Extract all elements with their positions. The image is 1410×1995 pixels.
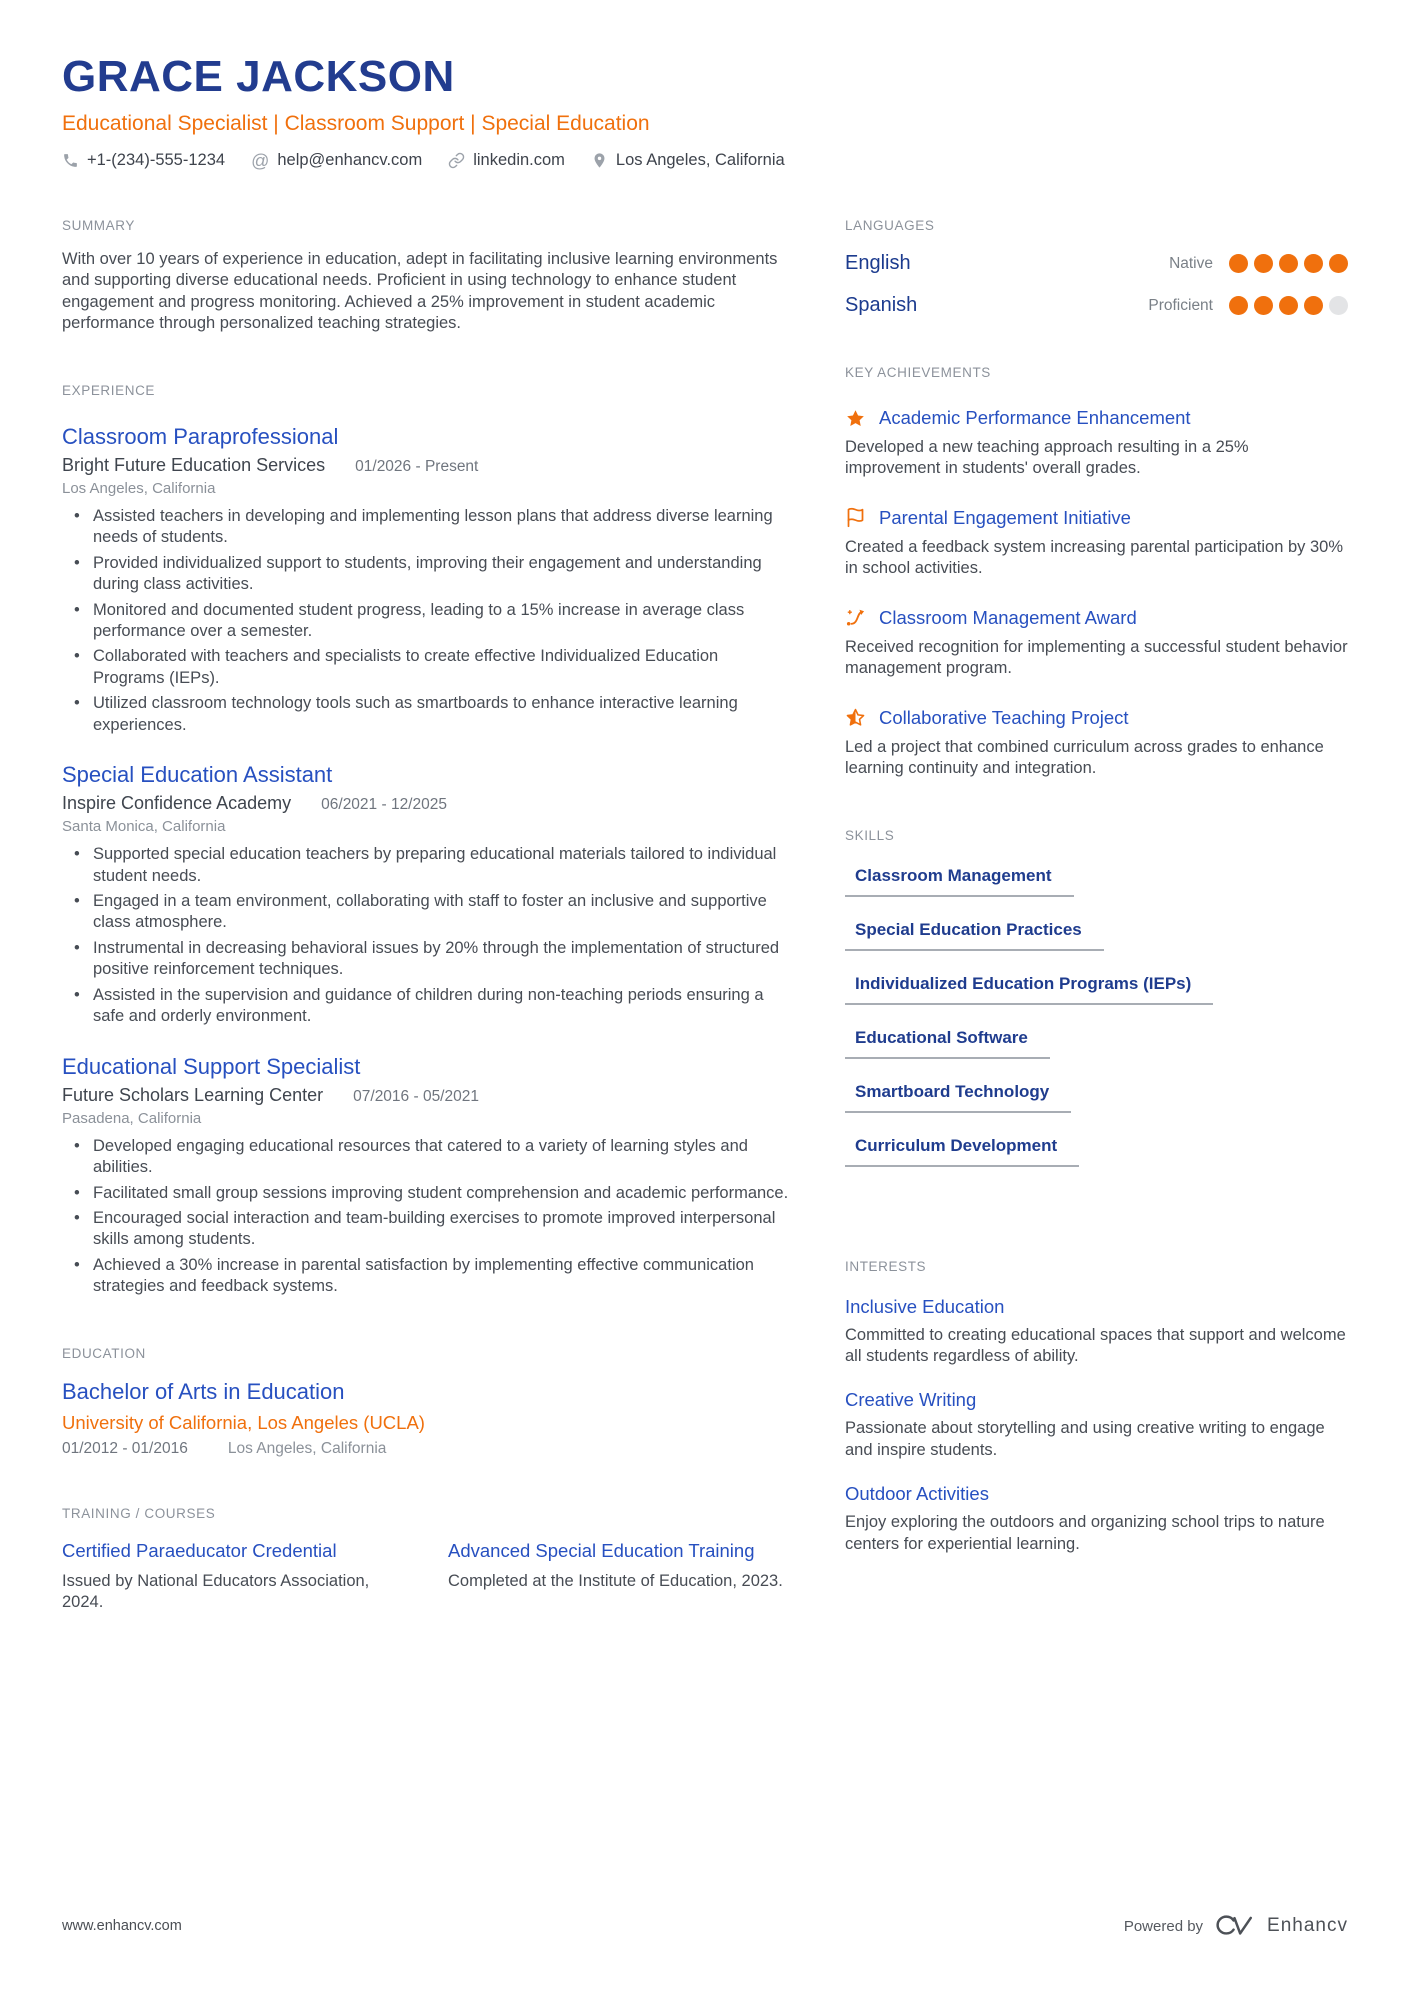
contact-linkedin-text: linkedin.com [473, 151, 565, 169]
job-company: Bright Future Education Services [62, 454, 326, 475]
education-meta [62, 1440, 790, 1458]
achievement-text: Led a project that combined curriculum across grades to enhance learning continuity and integration. [845, 737, 1324, 778]
link-icon [448, 152, 465, 169]
flag-icon [845, 507, 866, 528]
interest-text: Passionate about storytelling and using creative writing to engage and inspire students. [845, 1419, 1325, 1459]
proficiency-dot-empty [1329, 296, 1348, 315]
languages-label: LANGUAGES [845, 218, 935, 233]
interest-entry [845, 1483, 1348, 1555]
proficiency-dot-filled [1229, 254, 1248, 273]
job-bullet: • Developed engaging educational resources that catered to a variety of learning styles and abilities. [62, 1136, 790, 1179]
route-arrow-icon [845, 607, 866, 628]
job-bullets [62, 844, 790, 1028]
interest-entry [845, 1389, 1348, 1461]
job-company: Inspire Confidence Academy [62, 793, 292, 814]
job-entry [62, 762, 790, 1028]
person-job-title: Educational Specialist | Classroom Support | Special Education [62, 112, 650, 135]
enhancv-logo-icon [1214, 1913, 1256, 1939]
experience-section [62, 383, 790, 1298]
languages-section [845, 218, 1348, 317]
resume-body [62, 218, 1348, 1614]
job-meta [62, 793, 790, 814]
job-title: Special Education Assistant [62, 762, 333, 788]
proficiency-dot-filled [1279, 254, 1298, 273]
skill-item: Individualized Education Programs (IEPs) [845, 974, 1348, 1005]
job-location: Santa Monica, California [62, 818, 226, 836]
job-company: Future Scholars Learning Center [62, 1084, 324, 1105]
proficiency-dot-filled [1304, 296, 1323, 315]
achievement-text: Developed a new teaching approach resulting in a 25% improvement in students' overall grades. [845, 438, 1249, 478]
contact-location-text: Los Angeles, California [615, 151, 785, 169]
education-location: Los Angeles, California [227, 1439, 387, 1457]
degree-title: Bachelor of Arts in Education [62, 1378, 345, 1404]
job-entry [62, 1054, 790, 1298]
achievement-entry [845, 707, 1348, 780]
achievements-label: KEY ACHIEVEMENTS [845, 365, 991, 380]
skill-item: Classroom Management [845, 866, 1348, 897]
training-grid [62, 1539, 790, 1614]
education-section [62, 1346, 790, 1458]
education-label: EDUCATION [62, 1345, 146, 1361]
job-dates: 01/2026 - Present [355, 457, 479, 475]
achievements-section [845, 365, 1348, 780]
course-title: Certified Paraeducator Credential [62, 1539, 337, 1561]
course-text: Completed at the Institute of Education, 2023. [448, 1571, 783, 1590]
skills-section [845, 828, 1348, 1167]
language-level: Proficient [1148, 296, 1213, 314]
job-bullet: • Facilitated small group sessions improving student comprehension and academic performance. [62, 1183, 790, 1204]
email-icon: @ [251, 150, 270, 171]
summary-label: SUMMARY [62, 218, 135, 233]
contact-phone[interactable] [62, 151, 225, 170]
resume-header [62, 52, 1348, 170]
job-bullet: • Achieved a 30% increase in parental satisfaction by implementing effective communication strategies and feedback systems. [62, 1255, 790, 1298]
school-name: University of California, Los Angeles (UCLA) [62, 1411, 425, 1433]
skill-item: Smartboard Technology [845, 1082, 1348, 1113]
proficiency-dot-filled [1254, 254, 1273, 273]
interest-text: Committed to creating educational spaces that support and welcome all students regardless of ability. [845, 1325, 1346, 1365]
skills-label: SKILLS [845, 827, 895, 843]
skill-item: Special Education Practices [845, 920, 1348, 951]
job-bullets [62, 506, 790, 736]
job-bullet: • Engaged in a team environment, collaborating with staff to foster an inclusive and supportive class atmosphere. [62, 891, 790, 934]
left-column [62, 218, 790, 1614]
course-entry [448, 1539, 790, 1614]
contact-email-text: help@enhancv.com [277, 151, 423, 169]
course-title: Advanced Special Education Training [448, 1539, 755, 1561]
right-column [845, 218, 1348, 1614]
summary-section [62, 218, 790, 335]
job-meta [62, 455, 790, 476]
job-bullet: • Provided individualized support to students, improving their engagement and understanding during class activities. [62, 553, 790, 596]
language-name: Spanish [845, 294, 918, 316]
interest-title: Inclusive Education [845, 1295, 1005, 1317]
star-icon [845, 408, 866, 429]
job-bullet: • Instrumental in decreasing behavioral issues by 20% through the implementation of structured positive reinforcement techniques. [62, 938, 790, 981]
job-bullet: • Collaborated with teachers and specialists to create effective Individualized Education Programs (IEPs). [62, 646, 790, 689]
achievement-title: Collaborative Teaching Project [879, 706, 1129, 728]
page-footer [62, 1913, 1348, 1939]
achievement-entry [845, 607, 1348, 680]
phone-icon [62, 152, 79, 169]
job-entry [62, 424, 790, 736]
job-meta [62, 1085, 790, 1106]
job-bullet: • Assisted in the supervision and guidance of children during non-teaching periods ensuring a safe and orderly environment. [62, 985, 790, 1028]
experience-label: EXPERIENCE [62, 382, 156, 398]
proficiency-dot-filled [1304, 254, 1323, 273]
interest-title: Outdoor Activities [845, 1483, 989, 1505]
language-proficiency-dots [1229, 254, 1348, 273]
proficiency-dot-filled [1329, 254, 1348, 273]
job-location: Pasadena, California [62, 1109, 202, 1127]
proficiency-dot-filled [1229, 296, 1248, 315]
job-bullet: • Supported special education teachers by preparing educational materials tailored to individual student needs. [62, 844, 790, 887]
contact-location [591, 151, 785, 170]
achievement-title: Classroom Management Award [879, 606, 1137, 628]
contact-row [62, 151, 1348, 170]
job-dates: 07/2016 - 05/2021 [353, 1087, 479, 1105]
job-bullet: • Encouraged social interaction and team-building exercises to promote improved interpersonal skills among students. [62, 1208, 790, 1251]
job-bullet: • Utilized classroom technology tools such as smartboards to enhance interactive learning experiences. [62, 693, 790, 736]
course-text: Issued by National Educators Association, 2024. [62, 1571, 370, 1612]
powered-by-text: Powered by [1123, 1917, 1204, 1935]
job-dates: 06/2021 - 12/2025 [321, 796, 447, 814]
footer-site-link[interactable]: www.enhancv.com [62, 1918, 182, 1934]
language-level: Native [1169, 254, 1213, 272]
skill-item: Educational Software [845, 1028, 1348, 1059]
contact-linkedin[interactable] [448, 151, 565, 170]
job-bullet: • Assisted teachers in developing and implementing lesson plans that address diverse learning needs of students. [62, 506, 790, 549]
language-proficiency-dots [1229, 296, 1348, 315]
language-row [845, 294, 1348, 317]
contact-phone-text: +1-(234)-555-1234 [87, 151, 226, 169]
interest-entry [845, 1296, 1348, 1368]
interest-text: Enjoy exploring the outdoors and organizing school trips to nature centers for experiential learning. [845, 1513, 1325, 1553]
language-name: English [845, 252, 911, 274]
footer-brand [1124, 1913, 1348, 1939]
proficiency-dot-filled [1279, 296, 1298, 315]
interests-section [845, 1259, 1348, 1556]
location-icon [591, 152, 608, 169]
achievement-text: Created a feedback system increasing parental participation by 30% in school activities. [845, 537, 1344, 578]
half-star-icon [845, 707, 866, 728]
training-section [62, 1506, 790, 1614]
job-title: Educational Support Specialist [62, 1053, 361, 1079]
course-entry [62, 1539, 404, 1614]
job-location: Los Angeles, California [62, 479, 216, 497]
language-row [845, 252, 1348, 275]
achievement-title: Academic Performance Enhancement [879, 407, 1191, 428]
job-title: Classroom Paraprofessional [62, 423, 339, 449]
proficiency-dot-filled [1254, 296, 1273, 315]
education-dates: 01/2012 - 01/2016 [62, 1439, 188, 1457]
summary-text: With over 10 years of experience in education, adept in facilitating inclusive learning environments and supporting diverse educational needs. Proficient in using technology to enhance student engagement and progress monitoring. Achieved a 25% improvement in student academic performance through personalized teaching strategies. [62, 250, 778, 333]
training-label: TRAINING / COURSES [62, 1505, 216, 1521]
interest-title: Creative Writing [845, 1389, 977, 1411]
achievement-entry [845, 407, 1348, 480]
achievement-entry [845, 507, 1348, 580]
job-bullets [62, 1136, 790, 1298]
interests-label: INTERESTS [845, 1258, 927, 1274]
skill-item: Curriculum Development [845, 1136, 1348, 1167]
achievement-text: Received recognition for implementing a successful student behavior management program. [845, 637, 1348, 678]
person-name: GRACE JACKSON [62, 52, 455, 101]
achievement-title: Parental Engagement Initiative [879, 506, 1131, 528]
job-bullet: • Monitored and documented student progress, leading to a 15% increase in average class performance over a semester. [62, 600, 790, 643]
contact-email[interactable] [251, 151, 422, 170]
brand-name: Enhancv [1267, 1915, 1348, 1936]
